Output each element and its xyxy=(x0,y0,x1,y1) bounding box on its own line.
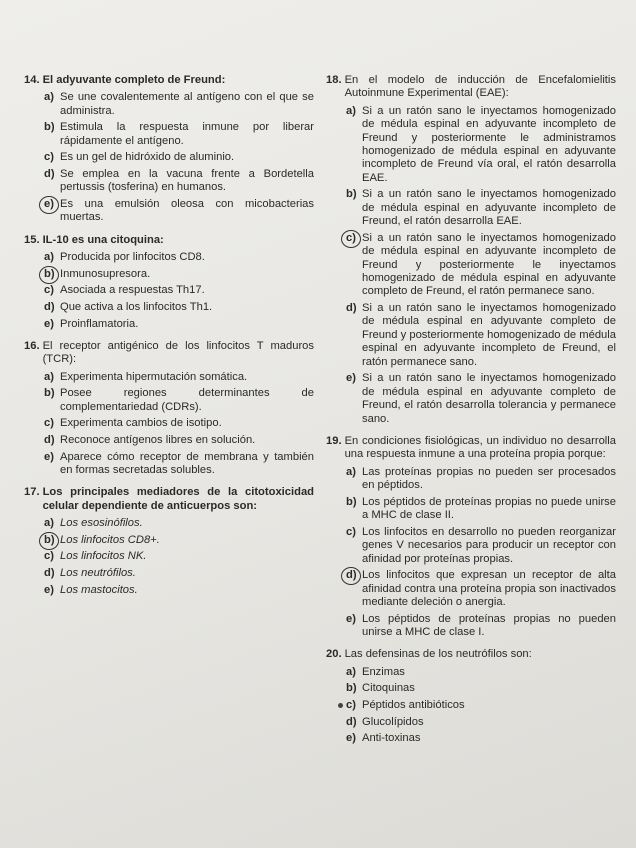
question-text: Las defensinas de los neutrófilos son: xyxy=(344,648,532,661)
option-e: e) Si a un ratón sano le inyectamos homogenizado de médula espinal en adyuvante completo de Freund, el ratón desarrolla tolerancia y permanece sano. xyxy=(346,372,616,425)
question-17 xyxy=(24,486,314,597)
option-a: a) Las proteínas propias no pueden ser procesados en péptidos. xyxy=(346,465,616,492)
answer-circle-mark xyxy=(39,266,59,284)
option-e: e) Los mastocitos. xyxy=(44,583,138,596)
option-c: c) Experimenta cambios de isotipo. xyxy=(44,417,222,430)
left-column xyxy=(24,74,314,606)
option-b: b) Posee regiones determinantes de complementariedad (CDRs). xyxy=(44,387,314,413)
option-a: a) Producida por linfocitos CD8. xyxy=(44,251,205,264)
right-column xyxy=(326,74,616,755)
option-d: d) Glucolípidos xyxy=(346,715,424,728)
option-e: e) Es una emulsión oleosa con micobacterias muertas. xyxy=(44,198,314,225)
option-a: a) Enzimas xyxy=(346,665,405,678)
question-text: IL-10 es una citoquina: xyxy=(42,233,164,246)
question-number: 15. xyxy=(24,233,40,246)
question-text: En condiciones fisiológicas, un individuo no desarrolla una respuesta inmune a una proteína propia porque: xyxy=(344,434,616,461)
question-number: 19. xyxy=(326,434,342,447)
answer-circle-mark xyxy=(341,230,361,248)
option-a: a) Si a un ratón sano le inyectamos homogenizado de médula espinal en adyuvante incompleto de Freund y posteriormente le administramos homogenizado de médula espinal en adyuvante incompleto de Freund vía oral, el ratón desarrolla EAE. xyxy=(346,104,616,184)
option-c: c) Si a un ratón sano le inyectamos homogenizado de médula espinal en adyuvante incompleto de Freund y posteriormente le inyectamos homogenizado de médula espinal en adyuvante completo de Freund, el ratón permanece sano. xyxy=(346,232,616,299)
answer-circle-mark xyxy=(341,567,361,585)
option-b: b) Estimula la respuesta inmune por liberar rápidamente el antígeno. xyxy=(44,121,314,147)
option-a: a) Experimenta hipermutación somática. xyxy=(44,370,248,383)
option-d: d) Los neutrófilos. xyxy=(44,567,136,579)
question-18 xyxy=(326,74,616,426)
question-19 xyxy=(326,435,616,639)
answer-dot-mark xyxy=(338,703,343,708)
question-number: 17. xyxy=(24,486,40,499)
option-d: d) Que activa a los linfocitos Th1. xyxy=(44,301,213,313)
answer-circle-mark xyxy=(39,532,59,550)
question-text: En el modelo de inducción de Encefalomielitis Autoinmune Experimental (EAE): xyxy=(344,74,616,100)
option-d: d) Si a un ratón sano le inyectamos homogenizado de médula espinal en adyuvante completo de Freund y posteriormente homogenizado de médula espinal en adyuvante incompleto de Freund, el ratón permanece sano. xyxy=(346,302,616,368)
option-a: a) Se une covalentemente al antígeno con el que se administra. xyxy=(44,91,314,117)
question-20 xyxy=(326,648,616,745)
question-text: El receptor antigénico de los linfocitos T maduros (TCR): xyxy=(42,340,314,366)
option-c: c) Los linfocitos en desarrollo no pueden reorganizar genes V necesarios para producir un receptor con afinidad por proteínas propias. xyxy=(346,525,616,565)
question-text: Los principales mediadores de la citotoxicidad celular dependiente de anticuerpos son: xyxy=(42,486,314,512)
option-c: c) Péptidos antibióticos xyxy=(346,699,616,712)
option-b: b) Si a un ratón sano le inyectamos homogenizado de médula espinal en adyuvante incompleto de Freund, el ratón desarrolla EAE. xyxy=(346,188,616,228)
option-b: b) Inmunosupresora. xyxy=(44,268,314,281)
question-number: 20. xyxy=(326,648,342,661)
option-c: c) Los linfocitos NK. xyxy=(44,550,147,563)
option-e: e) Proinflamatoria. xyxy=(44,317,139,330)
question-text: El adyuvante completo de Freund: xyxy=(42,74,226,86)
option-d: d) Los linfocitos que expresan un receptor de alta afinidad contra una proteína propia son inactivados mediante deleción o anergia. xyxy=(346,569,616,609)
option-e: e) Los péptidos de proteínas propias no pueden unirse a MHC de clase I. xyxy=(346,612,616,638)
question-14 xyxy=(24,74,314,225)
option-d: d) Se emplea en la vacuna frente a Bordetella pertussis (tosferina) en humanos. xyxy=(44,168,314,194)
answer-circle-mark xyxy=(39,196,59,214)
question-15 xyxy=(24,234,314,331)
option-c: c) Asociada a respuestas Th17. xyxy=(44,284,205,297)
question-number: 16. xyxy=(24,340,40,352)
option-e: e) Anti-toxinas xyxy=(346,732,421,745)
option-b: b) Los péptidos de proteínas propias no puede unirse a MHC de clase II. xyxy=(346,495,616,522)
option-e: e) Aparece cómo receptor de membrana y también en formas secretadas solubles. xyxy=(44,450,314,476)
option-b: b) Citoquinas xyxy=(346,682,415,695)
option-b: b) Los linfocitos CD8+. xyxy=(44,534,314,547)
option-c: c) Es un gel de hidróxido de aluminio. xyxy=(44,151,235,164)
option-d: d) Reconoce antígenos libres en solución. xyxy=(44,434,256,446)
question-16 xyxy=(24,340,314,477)
option-a: a) Los esosinófilos. xyxy=(44,517,143,530)
question-number: 18. xyxy=(326,74,342,86)
question-number: 14. xyxy=(24,74,40,86)
